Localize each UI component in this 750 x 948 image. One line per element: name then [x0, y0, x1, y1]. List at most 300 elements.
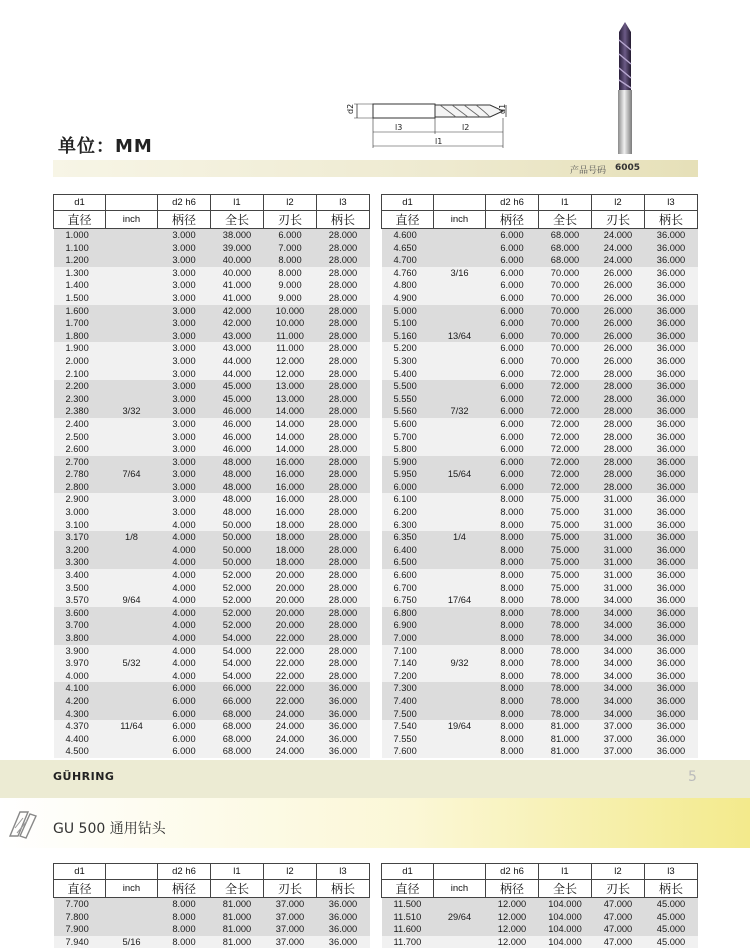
col-l1-cell: 66.000	[211, 682, 264, 695]
col-d1-name-header: 直径	[54, 880, 106, 898]
col-l2-cell: 18.000	[264, 531, 317, 544]
col-l2-cell: 47.000	[592, 936, 645, 948]
col-l1-cell: 75.000	[539, 556, 592, 569]
table-row	[382, 380, 698, 393]
table-row	[54, 380, 370, 393]
col-l3-cell: 36.000	[645, 544, 698, 557]
col-d1-cell: 5.600	[382, 418, 434, 431]
col-d1-cell: 3.170	[54, 531, 106, 544]
table-row	[54, 582, 370, 595]
col-l2-cell: 24.000	[264, 708, 317, 721]
col-l3-cell: 28.000	[317, 670, 370, 683]
col-inch-cell: 19/64	[434, 720, 486, 733]
col-inch-cell: 3/16	[434, 267, 486, 280]
col-l2-cell: 37.000	[264, 898, 317, 911]
table-row	[382, 733, 698, 746]
table-row	[54, 670, 370, 683]
col-d1-cell: 7.000	[382, 632, 434, 645]
col-d2-name-header: 柄径	[486, 211, 539, 229]
col-d2-cell: 12.000	[486, 923, 539, 936]
col-d2-cell: 8.000	[486, 582, 539, 595]
table-row	[382, 923, 698, 936]
col-l2-cell: 24.000	[264, 720, 317, 733]
col-d1-cell: 6.400	[382, 544, 434, 557]
spec-table-left	[53, 194, 370, 758]
col-l2-cell: 12.000	[264, 355, 317, 368]
col-inch-code-header	[434, 864, 486, 880]
col-d1-cell: 2.500	[54, 431, 106, 444]
col-d2-cell: 6.000	[486, 393, 539, 406]
table-row	[382, 229, 698, 242]
col-l2-cell: 28.000	[592, 393, 645, 406]
col-inch-cell	[106, 493, 158, 506]
col-l2-cell: 24.000	[592, 242, 645, 255]
col-inch-cell	[106, 292, 158, 305]
col-l3-cell: 36.000	[645, 418, 698, 431]
col-l3-cell: 36.000	[645, 355, 698, 368]
col-d2-cell: 8.000	[486, 720, 539, 733]
product-code-value: 6005	[614, 163, 640, 173]
drill-dimension-diagram	[340, 96, 510, 156]
col-d2-cell: 8.000	[158, 923, 211, 936]
col-d1-cell: 6.100	[382, 493, 434, 506]
table-row	[382, 267, 698, 280]
col-l2-cell: 34.000	[592, 619, 645, 632]
col-inch-cell	[106, 506, 158, 519]
col-d1-cell: 5.300	[382, 355, 434, 368]
col-inch-cell	[434, 708, 486, 721]
col-l1-code-header: l1	[211, 195, 264, 211]
col-d2-cell: 6.000	[486, 380, 539, 393]
col-inch-cell	[434, 443, 486, 456]
col-inch-cell	[434, 368, 486, 381]
col-d1-cell: 6.700	[382, 582, 434, 595]
col-inch-cell	[434, 569, 486, 582]
product-code-bar	[53, 160, 698, 177]
table-row	[54, 923, 370, 936]
col-d2-cell: 4.000	[158, 657, 211, 670]
col-l3-cell: 28.000	[317, 229, 370, 242]
col-l3-cell: 28.000	[317, 582, 370, 595]
col-l2-cell: 31.000	[592, 493, 645, 506]
col-d2-cell: 3.000	[158, 229, 211, 242]
col-d2-cell: 6.000	[486, 317, 539, 330]
col-d1-cell: 11.600	[382, 923, 434, 936]
col-d1-cell: 3.200	[54, 544, 106, 557]
col-l3-cell: 36.000	[645, 317, 698, 330]
col-l1-cell: 75.000	[539, 569, 592, 582]
col-l2-cell: 10.000	[264, 305, 317, 318]
col-l3-cell: 36.000	[317, 733, 370, 746]
col-l2-code-header: l2	[264, 864, 317, 880]
d2-label: d2	[346, 103, 355, 114]
col-inch-cell	[106, 242, 158, 255]
col-l1-cell: 81.000	[211, 898, 264, 911]
col-l3-cell: 36.000	[645, 493, 698, 506]
table-row	[382, 898, 698, 911]
col-l2-cell: 28.000	[592, 431, 645, 444]
col-l1-cell: 43.000	[211, 342, 264, 355]
col-l3-cell: 28.000	[317, 393, 370, 406]
col-l2-cell: 16.000	[264, 468, 317, 481]
col-l1-cell: 48.000	[211, 481, 264, 494]
col-l3-cell: 36.000	[317, 936, 370, 948]
col-l1-cell: 81.000	[211, 936, 264, 948]
col-l3-cell: 28.000	[317, 519, 370, 532]
col-d2-cell: 3.000	[158, 493, 211, 506]
col-inch-cell	[434, 670, 486, 683]
table-row	[382, 531, 698, 544]
col-d1-cell: 7.500	[382, 708, 434, 721]
table-row	[54, 305, 370, 318]
col-l3-cell: 36.000	[645, 745, 698, 758]
col-l1-cell: 50.000	[211, 544, 264, 557]
col-d2-code-header: d2 h6	[486, 864, 539, 880]
table-row	[382, 405, 698, 418]
col-inch-cell	[434, 619, 486, 632]
col-d2-cell: 8.000	[486, 594, 539, 607]
col-l2-cell: 26.000	[592, 279, 645, 292]
col-l2-cell: 24.000	[264, 745, 317, 758]
col-l1-cell: 48.000	[211, 506, 264, 519]
col-d2-cell: 6.000	[486, 418, 539, 431]
col-inch-cell: 5/16	[106, 936, 158, 948]
drill-logo-icon	[6, 806, 42, 842]
col-d2-cell: 8.000	[486, 708, 539, 721]
col-l3-cell: 28.000	[317, 418, 370, 431]
col-d2-cell: 3.000	[158, 317, 211, 330]
col-l3-cell: 28.000	[317, 645, 370, 658]
col-l1-cell: 42.000	[211, 305, 264, 318]
table-row	[382, 556, 698, 569]
col-l3-cell: 36.000	[645, 481, 698, 494]
col-d2-cell: 6.000	[486, 368, 539, 381]
col-l3-cell: 36.000	[645, 267, 698, 280]
col-d1-cell: 6.200	[382, 506, 434, 519]
col-l2-cell: 14.000	[264, 418, 317, 431]
table-row	[382, 569, 698, 582]
col-l3-cell: 36.000	[645, 733, 698, 746]
col-d2-cell: 8.000	[486, 632, 539, 645]
table-row	[382, 594, 698, 607]
col-inch-cell	[434, 393, 486, 406]
col-inch-cell	[434, 342, 486, 355]
col-l1-cell: 68.000	[539, 229, 592, 242]
col-l1-cell: 48.000	[211, 456, 264, 469]
col-l2-cell: 18.000	[264, 519, 317, 532]
col-l1-cell: 70.000	[539, 305, 592, 318]
col-l3-cell: 28.000	[317, 342, 370, 355]
col-l3-code-header: l3	[645, 864, 698, 880]
col-d2-cell: 3.000	[158, 418, 211, 431]
col-inch-cell	[434, 582, 486, 595]
col-d2-cell: 3.000	[158, 342, 211, 355]
col-d1-cell: 2.800	[54, 481, 106, 494]
page-number: 5	[688, 769, 697, 785]
col-inch-cell	[106, 582, 158, 595]
col-l1-cell: 52.000	[211, 607, 264, 620]
col-l3-cell: 36.000	[317, 708, 370, 721]
col-l2-name-header: 刃长	[264, 880, 317, 898]
col-l2-cell: 22.000	[264, 682, 317, 695]
table-row	[54, 456, 370, 469]
col-inch-name-header: inch	[434, 211, 486, 229]
col-d2-cell: 3.000	[158, 267, 211, 280]
col-inch-cell	[434, 456, 486, 469]
col-l3-cell: 36.000	[645, 279, 698, 292]
table-row	[54, 594, 370, 607]
col-l2-cell: 20.000	[264, 569, 317, 582]
col-l2-cell: 34.000	[592, 657, 645, 670]
col-d1-cell: 4.300	[54, 708, 106, 721]
col-d2-cell: 3.000	[158, 443, 211, 456]
col-d1-cell: 6.300	[382, 519, 434, 532]
col-l2-code-header: l2	[264, 195, 317, 211]
col-l2-name-header: 刃长	[592, 211, 645, 229]
col-d2-cell: 3.000	[158, 456, 211, 469]
table-row	[382, 443, 698, 456]
col-inch-cell: 29/64	[434, 911, 486, 924]
col-d2-cell: 8.000	[486, 607, 539, 620]
col-d2-cell: 6.000	[486, 468, 539, 481]
col-l3-cell: 36.000	[645, 330, 698, 343]
col-l2-cell: 34.000	[592, 682, 645, 695]
col-inch-cell	[106, 708, 158, 721]
col-l3-cell: 28.000	[317, 380, 370, 393]
col-d2-cell: 3.000	[158, 468, 211, 481]
col-d1-cell: 3.970	[54, 657, 106, 670]
col-l3-cell: 28.000	[317, 607, 370, 620]
col-l3-cell: 28.000	[317, 456, 370, 469]
col-l1-cell: 52.000	[211, 582, 264, 595]
col-inch-cell	[434, 733, 486, 746]
col-l3-cell: 36.000	[317, 923, 370, 936]
col-d2-cell: 6.000	[486, 330, 539, 343]
col-d1-cell: 2.200	[54, 380, 106, 393]
col-d1-cell: 1.700	[54, 317, 106, 330]
col-d2-cell: 4.000	[158, 569, 211, 582]
col-d1-cell: 5.900	[382, 456, 434, 469]
col-d1-cell: 6.800	[382, 607, 434, 620]
col-l1-cell: 72.000	[539, 368, 592, 381]
col-inch-cell	[106, 745, 158, 758]
col-l1-cell: 104.000	[539, 936, 592, 948]
col-l1-cell: 52.000	[211, 619, 264, 632]
table-row	[382, 330, 698, 343]
col-d2-cell: 3.000	[158, 242, 211, 255]
col-inch-code-header	[106, 195, 158, 211]
col-l3-cell: 36.000	[645, 582, 698, 595]
col-d1-cell: 5.560	[382, 405, 434, 418]
col-l1-cell: 46.000	[211, 405, 264, 418]
col-inch-cell	[106, 355, 158, 368]
col-d1-cell: 4.000	[54, 670, 106, 683]
col-l2-cell: 18.000	[264, 556, 317, 569]
col-l3-cell: 36.000	[645, 695, 698, 708]
col-inch-cell	[106, 923, 158, 936]
col-l1-cell: 40.000	[211, 254, 264, 267]
col-l1-cell: 72.000	[539, 481, 592, 494]
col-d2-cell: 6.000	[486, 342, 539, 355]
col-d2-cell: 6.000	[486, 481, 539, 494]
col-l2-cell: 47.000	[592, 898, 645, 911]
col-l2-cell: 8.000	[264, 254, 317, 267]
col-l1-cell: 68.000	[539, 254, 592, 267]
table-row	[54, 607, 370, 620]
col-d1-cell: 6.900	[382, 619, 434, 632]
col-l1-cell: 48.000	[211, 493, 264, 506]
col-l1-cell: 66.000	[211, 695, 264, 708]
col-d2-cell: 8.000	[486, 733, 539, 746]
col-d1-cell: 7.600	[382, 745, 434, 758]
col-l1-name-header: 全长	[211, 211, 264, 229]
col-inch-cell	[434, 519, 486, 532]
col-l1-cell: 78.000	[539, 632, 592, 645]
col-d1-cell: 6.000	[382, 481, 434, 494]
col-l3-cell: 28.000	[317, 632, 370, 645]
col-l3-cell: 36.000	[645, 556, 698, 569]
col-inch-cell: 1/8	[106, 531, 158, 544]
col-d1-cell: 7.300	[382, 682, 434, 695]
unit-label: 单位：MM	[58, 136, 153, 157]
col-d1-cell: 5.800	[382, 443, 434, 456]
col-l3-cell: 36.000	[645, 305, 698, 318]
col-d1-cell: 7.400	[382, 695, 434, 708]
table-row	[54, 657, 370, 670]
brand-logo-text: GÜHRING	[53, 770, 115, 783]
col-d2-cell: 3.000	[158, 506, 211, 519]
col-inch-cell	[106, 229, 158, 242]
col-d1-cell: 5.400	[382, 368, 434, 381]
col-l2-cell: 24.000	[264, 733, 317, 746]
col-inch-cell	[434, 431, 486, 444]
table-row	[54, 695, 370, 708]
col-d2-cell: 6.000	[486, 267, 539, 280]
table-row	[54, 279, 370, 292]
col-l1-cell: 75.000	[539, 519, 592, 532]
col-l2-cell: 14.000	[264, 443, 317, 456]
col-d1-cell: 6.350	[382, 531, 434, 544]
table-row	[382, 708, 698, 721]
col-l2-cell: 28.000	[592, 368, 645, 381]
col-l1-cell: 72.000	[539, 405, 592, 418]
col-inch-cell: 9/64	[106, 594, 158, 607]
col-inch-cell	[106, 254, 158, 267]
spec-table-right	[381, 194, 698, 758]
col-d2-cell: 12.000	[486, 936, 539, 948]
col-inch-cell	[106, 544, 158, 557]
col-d1-cell: 2.780	[54, 468, 106, 481]
col-d2-cell: 8.000	[486, 556, 539, 569]
col-l1-cell: 72.000	[539, 380, 592, 393]
col-l3-cell: 28.000	[317, 544, 370, 557]
col-l3-cell: 36.000	[645, 594, 698, 607]
col-l3-cell: 28.000	[317, 619, 370, 632]
col-l2-cell: 14.000	[264, 405, 317, 418]
col-d1-cell: 4.760	[382, 267, 434, 280]
col-inch-cell	[106, 305, 158, 318]
col-inch-cell	[106, 607, 158, 620]
col-l3-cell: 36.000	[645, 708, 698, 721]
col-d1-cell: 11.500	[382, 898, 434, 911]
col-l2-cell: 26.000	[592, 317, 645, 330]
col-inch-cell	[106, 519, 158, 532]
col-inch-cell	[434, 923, 486, 936]
col-l3-cell: 36.000	[645, 405, 698, 418]
col-d2-code-header: d2 h6	[158, 195, 211, 211]
col-d1-cell: 4.600	[382, 229, 434, 242]
col-l2-cell: 26.000	[592, 305, 645, 318]
col-l3-cell: 36.000	[645, 380, 698, 393]
col-inch-cell: 11/64	[106, 720, 158, 733]
col-inch-cell: 7/32	[434, 405, 486, 418]
col-l2-cell: 34.000	[592, 645, 645, 658]
table-row	[54, 898, 370, 911]
col-l1-cell: 68.000	[539, 242, 592, 255]
col-l2-cell: 12.000	[264, 368, 317, 381]
col-l2-cell: 26.000	[592, 355, 645, 368]
col-l2-cell: 11.000	[264, 342, 317, 355]
table-row	[54, 292, 370, 305]
table-row	[382, 519, 698, 532]
col-l1-cell: 70.000	[539, 355, 592, 368]
col-l1-cell: 72.000	[539, 443, 592, 456]
col-inch-cell	[106, 733, 158, 746]
col-inch-cell: 9/32	[434, 657, 486, 670]
col-inch-cell	[434, 292, 486, 305]
col-l2-cell: 14.000	[264, 431, 317, 444]
col-l2-cell: 22.000	[264, 695, 317, 708]
col-d2-cell: 3.000	[158, 254, 211, 267]
next-spec-table-right	[381, 863, 698, 948]
col-l2-cell: 22.000	[264, 670, 317, 683]
col-d1-cell: 3.900	[54, 645, 106, 658]
table-row	[382, 682, 698, 695]
col-l1-cell: 81.000	[211, 923, 264, 936]
col-inch-cell	[434, 305, 486, 318]
col-d1-cell: 4.900	[382, 292, 434, 305]
col-inch-cell	[106, 619, 158, 632]
col-d2-cell: 3.000	[158, 481, 211, 494]
col-l3-cell: 28.000	[317, 279, 370, 292]
col-d2-cell: 6.000	[158, 682, 211, 695]
col-l1-cell: 52.000	[211, 569, 264, 582]
col-inch-cell	[106, 481, 158, 494]
table-row	[382, 619, 698, 632]
table-row	[382, 506, 698, 519]
col-l3-cell: 36.000	[317, 720, 370, 733]
table-row	[382, 431, 698, 444]
table-row	[54, 556, 370, 569]
col-l3-name-header: 柄长	[317, 211, 370, 229]
col-l1-cell: 81.000	[539, 745, 592, 758]
col-d2-cell: 4.000	[158, 544, 211, 557]
col-d2-cell: 8.000	[486, 531, 539, 544]
col-l1-cell: 78.000	[539, 695, 592, 708]
col-d2-cell: 3.000	[158, 393, 211, 406]
col-l1-cell: 104.000	[539, 923, 592, 936]
col-l1-cell: 81.000	[211, 911, 264, 924]
col-inch-name-header: inch	[106, 211, 158, 229]
col-l2-cell: 28.000	[592, 443, 645, 456]
col-l2-cell: 22.000	[264, 657, 317, 670]
col-d1-cell: 3.000	[54, 506, 106, 519]
col-l1-cell: 45.000	[211, 393, 264, 406]
col-d1-cell: 2.000	[54, 355, 106, 368]
col-l3-cell: 36.000	[645, 607, 698, 620]
col-l1-cell: 44.000	[211, 368, 264, 381]
col-inch-cell	[434, 645, 486, 658]
